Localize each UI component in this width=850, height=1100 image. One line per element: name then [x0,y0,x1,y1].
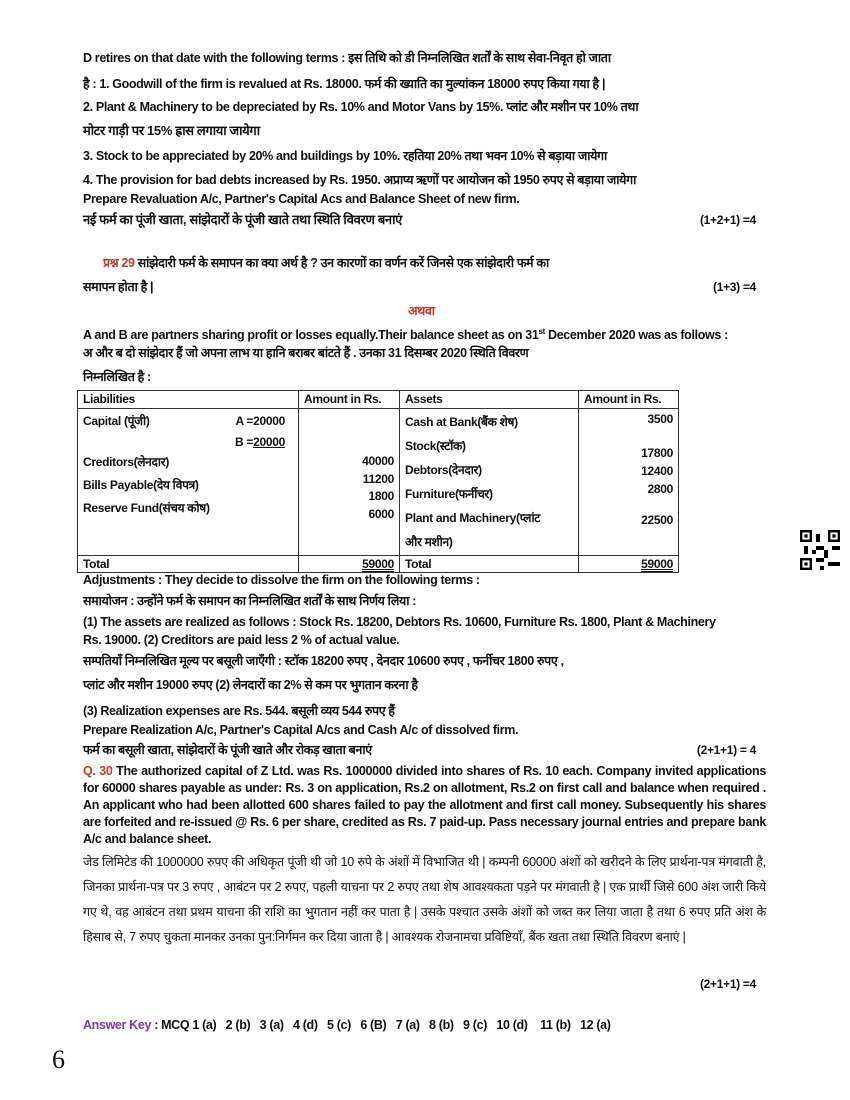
q28-line: 3. Stock to be appreciated by 20% and buildings by 10%. रहतिया 20% तथा भवन 10% से बड़ाया जायेगा [83,149,607,163]
asset-amount: 12400 [641,464,673,478]
asset-amount: 22500 [641,513,673,527]
table-header-row [78,391,679,409]
q29-intro-hi: निम्नलिखित है : [83,370,151,384]
total-label: Total [400,556,579,573]
adjustment-line: Prepare Realization A/c, Partner's Capital A/cs and Cash A/c of dissolved firm. [83,723,519,737]
q30-hindi: जेड लिमिटेड की 1000000 रुपए की अधिकृत पूंजी थी जो 10 रुपे के अंशों में विभाजित थी | कम्पनी 60000 अंशों को खरीदने के लिए प्रार्थना-पत्र मंगवाती है, जिनका प्रार्थना-पत्र पर 3 रुपए , आबंटन पर 2 रुपए, पहली याचना पर 2 रुपए तथा शेष आवश्यकता पड़ने पर मंगवाती है | एक प्रार्थी जिसे 600 अंश जारी किये गए थे, वह आबंटन तथा प्रथम याचना की राशि का भुगतान नहीं कर पाता है | उसके पश्चात उसके अंशों को जब्त कर लिया जाता है तथा 6 रुपए प्रति अंश के हिसाब से, 7 रुपए चुकता मानकर उनका पुन:निर्गमन कर दिया जाता है | आवश्यक रोजनामचा प्रविष्टियाँ, बैंक खता तथा स्थिति विवरण बनाएं | [83,855,766,944]
q28-marks: (1+2+1) =4 [699,213,756,227]
asset-item: Plant and Machinery(प्लांट [405,511,540,525]
adjustment-line: Rs. 19000. (2) Creditors are paid less 2 % of actual value. [83,633,400,647]
asset-amount: 17800 [641,446,673,460]
total-liabilities: 59000 [362,557,394,571]
cap-b-label: B = [235,435,254,449]
liability-amount: 40000 [362,454,394,468]
asset-amount: 3500 [647,412,673,426]
header-amount: Amount in Rs. [579,391,679,409]
cap-b-value: 20000 [253,435,285,449]
total-assets: 59000 [641,557,673,571]
q29-line: समापन होता है | [83,280,154,294]
adjustment-line: (1) The assets are realized as follows : Stock Rs. 18200, Debtors Rs. 10600, Furniture Rs. 1800, Plant & Machinery [83,615,716,629]
cap-a-label: A = [235,414,254,428]
q30-marks: (2+1+1) =4 [699,977,756,991]
q28-line: है : 1. Goodwill of the firm is revalued at Rs. 18000. फर्म की ख्याति का मुल्यांकन 18000 रुपए किया गया है | [83,77,606,91]
asset-item: Debtors(देनदार) [405,463,482,477]
header-liabilities: Liabilities [78,391,299,409]
liability-item: Creditors(लेनदार) [83,455,170,469]
answer-key-label: Answer Key [83,1018,152,1032]
liability-amount: 6000 [368,506,394,521]
answer-key [83,1017,611,1033]
qr-code-icon [800,530,840,570]
q28-line: 2. Plant & Machinery to be depreciated by Rs. 10% and Motor Vans by 15%. प्लांट और मशीन पर 10% तथा [83,100,639,114]
total-label: Total [78,556,299,573]
liability-amounts-cell [299,409,400,556]
intro-sup: st [538,327,545,336]
q29-label: प्रश्न 29 [103,256,135,270]
table-row [78,409,679,556]
liability-amount: 11200 [362,471,394,486]
adjustment-marks: (2+1+1) = 4 [696,743,756,757]
asset-amounts-cell [579,409,679,556]
asset-item: Cash at Bank(बैंक शेष) [405,415,518,429]
adjustment-line: (3) Realization expenses are Rs. 544. बसूली व्यय 544 रुपए हैं [83,704,395,718]
q28-line: मोटर गाड़ी पर 15% ह्रास लगाया जायेगा [83,123,260,138]
q30-text: The authorized capital of Z Ltd. was Rs. 1000000 divided into shares of Rs. 10 each. Company invited applications for 60000 shares payable as under: Rs. 3 on application, Rs.2 on allotment, Rs.2 on first call and balance when required . An applicant who had been allotted 600 shares failed to pay the allotment and first call money. Subsequently his shares are forfeited and re-issued @ Rs. 6 per share, credited as Rs. 7 paid-up. Pass necessary journal entries and prepare bank A/c and balance sheet. [83,764,766,846]
adjustment-line: समायोजन : उन्होंने फर्म के समापन का निम्नलिखित शर्तों के साथ निर्णय लिया : [83,594,417,608]
q29-text: सांझेदारी फर्म के समापन का क्या अर्थ है ? उन कारणों का वर्णन करें जिनसे एक सांझेदारी फर्म का [137,256,549,270]
q28-line: Prepare Revaluation A/c, Partner's Capital Acs and Balance Sheet of new firm. [83,192,520,206]
liability-item: Reserve Fund(संचय कोष) [83,501,210,515]
header-assets: Assets [400,391,579,409]
q28-line: 4. The provision for bad debts increased by Rs. 1950. अप्राप्य ऋणों पर आयोजन को 1950 रुपए से बड़ाया जायेगा [83,173,637,187]
page-number: 6 [52,1045,65,1074]
asset-item: Stock(स्टॉक) [405,439,466,453]
q29-intro-en [83,324,728,343]
asset-item: Furniture(फर्नीचर) [405,487,493,501]
q29-marks: (1+3) =4 [713,280,756,294]
q29-line [103,255,549,271]
q28-line: D retires on that date with the following terms : इस तिथि को डी निम्नलिखित शर्तों के साथ सेवा-निवृत हो जाता [83,51,611,65]
total-row [78,556,679,573]
asset-item: और मशीन) [405,535,453,549]
adjustment-line: प्लांट और मशीन 19000 रुपए (2) लेनदारों का 2% से कम पर भुगतान करना है [83,678,418,692]
intro-text: December 2020 was as follows : [544,328,728,343]
q28-line: नई फर्म का पूंजी खाता, सांझेदारों के पूंजी खाते तथा स्थिति विवरण बनाएं [83,212,402,227]
adjustment-line: Adjustments : They decide to dissolve the firm on the following terms : [83,573,480,587]
adjustment-line: सम्पतियाँ निम्नलिखित मूल्य पर बसूली जाएँगी : स्टॉक 18200 रुपए , देनदार 10600 रुपए , फर्नीचर 1800 रुपए , [83,654,564,668]
answer-key-text: : MCQ 1 (a) 2 (b) 3 (a) 4 (d) 5 (c) 6 (B) 7 (a) 8 (b) 9 (c) 10 (d) 11 (b) 12 (a) [154,1018,611,1032]
balance-sheet-table [77,390,679,573]
intro-text: A and B are partners sharing profit or losses equally.Their balance sheet as on 31 [83,328,539,343]
header-amount: Amount in Rs. [299,391,400,409]
q30-english [83,763,766,848]
or-heading: अथवा [408,304,435,318]
adjustment-line: फर्म का बसूली खाता, सांझेदारों के पूंजी खाते और रोकड़ खाता बनाएं [83,743,372,757]
q29-intro-hi: अ और ब दो सांझेदार हैं जो अपना लाभ या हानि बराबर बांटते हैं . उनका 31 दिसम्बर 2020 स्थिति विवरण [83,346,529,360]
liabilities-cell [78,409,299,556]
asset-amount: 2800 [647,482,673,496]
cap-a-value: 20000 [253,414,285,428]
assets-cell [400,409,579,556]
liability-amount: 1800 [368,489,394,503]
capital-label: Capital (पूंजी) [83,414,150,428]
liability-item: Bills Payable(देय विपत्र) [83,478,199,492]
q30-label: Q. 30 [83,764,113,778]
